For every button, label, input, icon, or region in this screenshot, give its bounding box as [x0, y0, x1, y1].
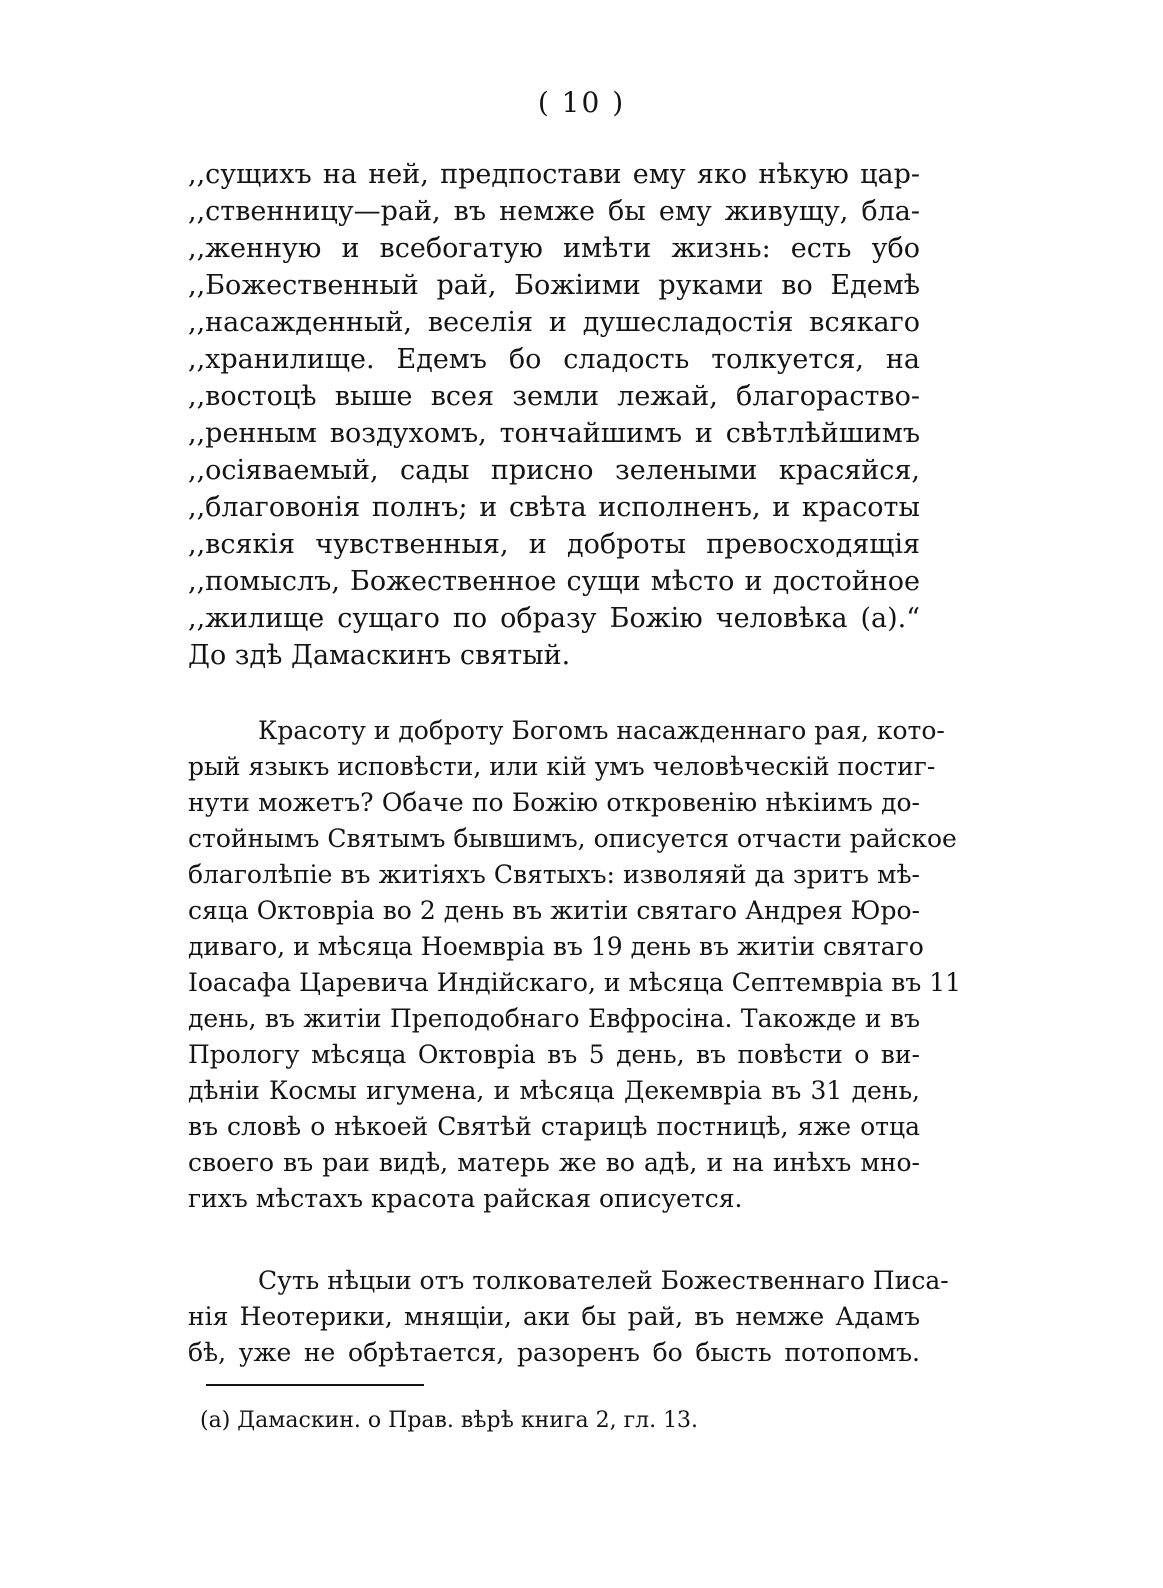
text-line: ,,насажденный, веселія и душесладостія всякаго: [188, 307, 920, 338]
text-line: ,,жилище сущаго по образу Божію человѣка (а).“: [188, 603, 920, 634]
text-line: ,,ственницу—рай, въ немже бы ему живущу, бла-: [188, 196, 920, 227]
text-line: день, въ житіи Преподобнаго Евфросіна. Такожде и въ: [188, 1004, 920, 1033]
text-line: ,,осіяваемый, сады присно зелеными красяйся,: [188, 455, 920, 486]
text-line: гихъ мѣстахъ красота райская описуется.: [188, 1184, 743, 1213]
text-line: Іоасафа Царевича Индійскаго, и мѣсяца Септемвріа въ 11: [188, 968, 962, 997]
text-line: ,,помыслъ, Божественное сущи мѣсто и достойное: [188, 566, 920, 597]
text-line: стойнымъ Святымъ бывшимъ, описуется отчасти райское: [188, 824, 957, 853]
text-line: Красоту и доброту Богомъ насажденнаго рая, кото-: [258, 716, 945, 745]
text-line: Прологу мѣсяца Октовріа въ 5 день, въ повѣсти о ви-: [188, 1040, 920, 1069]
text-line: рый языкъ исповѣсти, или кій умъ человѣческій постиг-: [188, 752, 936, 781]
footnote: (а) Дамаскин. о Прав. вѣрѣ книга 2, гл. 13.: [200, 1408, 699, 1433]
text-line: своего въ раи видѣ, матерь же во адѣ, и на инѣхъ мно-: [188, 1148, 920, 1177]
text-line: сяца Октовріа во 2 день въ житіи святаго Андрея Юро-: [188, 896, 920, 925]
text-line: въ словѣ о нѣкоей Святѣй старицѣ постницѣ, яже отца: [188, 1112, 920, 1141]
text-line: диваго, и мѣсяца Ноемвріа въ 19 день въ житіи святаго: [188, 932, 924, 961]
text-line: бѣ, уже не обрѣтается, разоренъ бо бысть потопомъ.: [188, 1338, 920, 1367]
text-line: ,,Божественный рай, Божіими руками во Едемѣ: [188, 270, 920, 301]
text-line: благолѣпіе въ житіяхъ Святыхъ: изволяяй да зритъ мѣ-: [188, 860, 920, 889]
footnote-divider: [206, 1384, 424, 1386]
text-line: ,,востоцѣ выше всея земли лежай, благораство-: [188, 381, 920, 412]
text-line: ,,сущихъ на ней, предпостави ему яко нѣкую цар-: [188, 159, 920, 190]
text-line: ,,благовонія полнъ; и свѣта исполненъ, и красоты: [188, 492, 920, 523]
page-number: ( 10 ): [537, 86, 626, 119]
text-line: ,,ренным воздухомъ, тончайшимъ и свѣтлѣйшимъ: [188, 418, 920, 449]
text-line: До здѣ Дамаскинъ святый.: [188, 640, 571, 671]
text-line: ,,хранилище. Едемъ бо сладость толкуется, на: [188, 344, 920, 375]
text-line: дѣніи Космы игумена, и мѣсяца Декемвріа въ 31 день,: [188, 1076, 920, 1105]
text-line: нія Неотерики, мнящіи, аки бы рай, въ немже Адамъ: [188, 1302, 920, 1331]
text-line: ,,всякія чувственныя, и доброты превосходящія: [188, 529, 920, 560]
text-line: нути можетъ? Обаче по Божію откровенію нѣкіимъ до-: [188, 788, 920, 817]
text-line: ,,женную и всебогатую имѣти жизнь: есть убо: [188, 233, 920, 264]
text-line: Суть нѣцыи отъ толкователей Божественнаго Писа-: [258, 1266, 949, 1295]
